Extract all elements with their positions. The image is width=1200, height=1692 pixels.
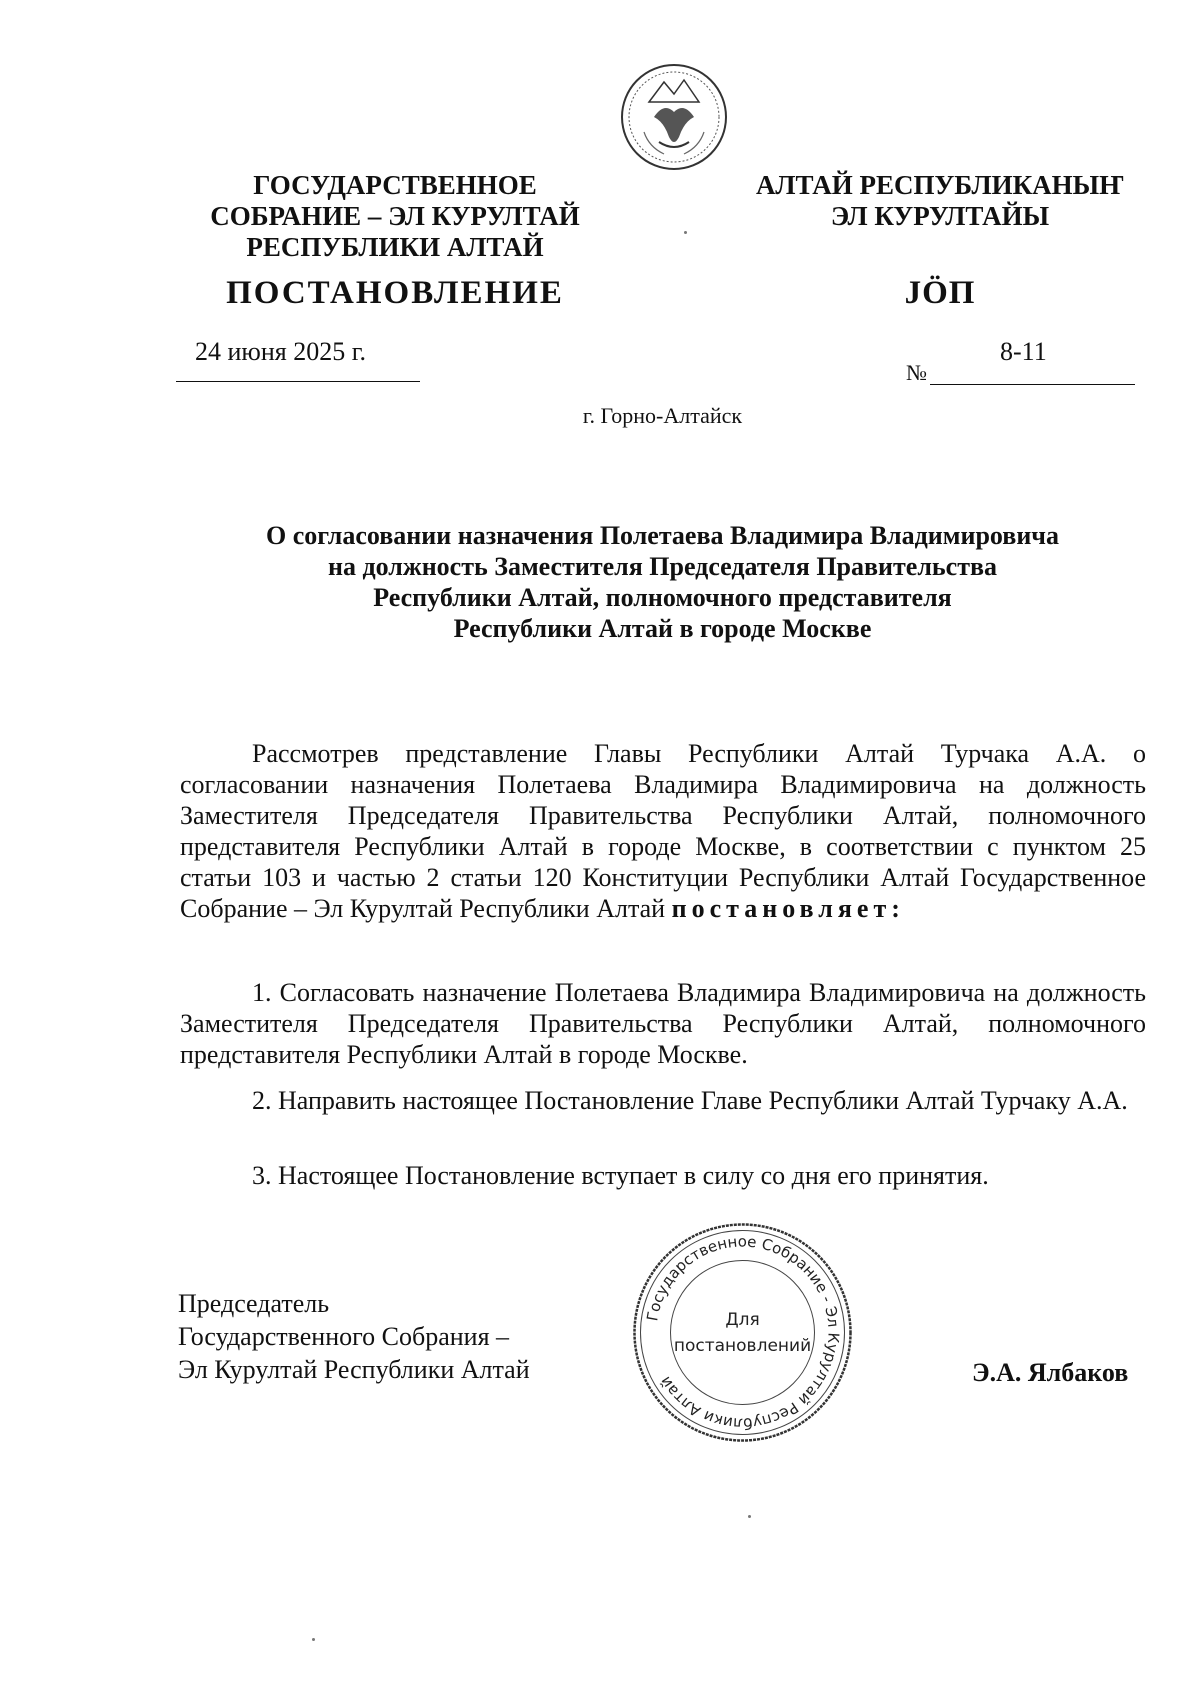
signatory-position (178, 1287, 530, 1386)
preamble (180, 738, 1146, 924)
issuer-line: РЕСПУБЛИКИ АЛТАЙ (246, 232, 544, 262)
position-line: Эл Курултай Республики Алтай (178, 1355, 530, 1384)
title-line: О согласовании назначения Полетаева Владимира Владимировича (266, 521, 1059, 550)
issuer-name-russian (170, 170, 620, 263)
document-number: 8-11 (1000, 337, 1047, 366)
republic-emblem (619, 62, 729, 172)
signatory-name: Э.А. Ялбаков (972, 1358, 1129, 1387)
issuer-line: АЛТАЙ РЕСПУБЛИКАНЫҤ (755, 170, 1125, 200)
clause-3: 3. Настоящее Постановление вступает в силу со дня его принятия. (252, 1161, 989, 1190)
scan-speck (748, 1515, 751, 1518)
date-underline (176, 381, 420, 382)
issuer-line: ЭЛ КУРУЛТАЙЫ (830, 201, 1050, 231)
issuer-name-altai (740, 170, 1140, 232)
official-stamp (630, 1220, 855, 1445)
position-line: Государственного Собрания – (178, 1322, 510, 1351)
preamble-text: Рассмотрев представление Главы Республики Алтай Турчака А.А. о согласовании назначения Полетаева Владимира Владимировича на должность Заместителя Председателя Правительства Республики Алтай, полномочного представителя Республики Алтай в городе Москве, в соответствии с пунктом 25 статьи 103 и частью 2 статьи 120 Конституции Республики Алтай Государственное Собрание – Эл Курултай Республики Алтай (180, 739, 1146, 923)
number-underline (930, 384, 1135, 385)
stamp-center-line: постановлений (673, 1336, 812, 1356)
clause-1: 1. Согласовать назначение Полетаева Владимира Владимировича на должность Заместителя Председателя Правительства Республики Алтай, полномочного представителя Республики Алтай в городе Москве. (180, 978, 1146, 1069)
doc-type-russian: ПОСТАНОВЛЕНИЕ (226, 275, 564, 311)
issuer-line: ГОСУДАРСТВЕННОЕ (253, 170, 537, 200)
stamp-ring-text: Государственное Собрание - Эл Курултай Республики Алтай (643, 1232, 843, 1433)
clause-2: 2. Направить настоящее Постановление Главе Республики Алтай Турчаку А.А. (252, 1086, 1128, 1115)
title-line: Республики Алтай в городе Москве (453, 614, 872, 643)
scan-speck (312, 1638, 315, 1641)
title-line: на должность Заместителя Председателя Правительства (327, 552, 998, 581)
position-line: Председатель (178, 1289, 330, 1318)
issuer-line: СОБРАНИЕ – ЭЛ КУРУЛТАЙ (210, 201, 580, 231)
stamp-center-text (630, 1307, 855, 1359)
document-city: г. Горно-Алтайск (582, 403, 743, 428)
stamp-center-line: Для (725, 1310, 760, 1330)
document-date: 24 июня 2025 г. (195, 337, 366, 366)
resolves-word: постановляет: (671, 894, 905, 923)
doc-type-altai: JӦП (904, 275, 976, 311)
document-title (150, 520, 1175, 644)
scan-speck (684, 231, 687, 234)
title-line: Республики Алтай, полномочного представителя (373, 583, 952, 612)
number-label: № (906, 360, 927, 385)
